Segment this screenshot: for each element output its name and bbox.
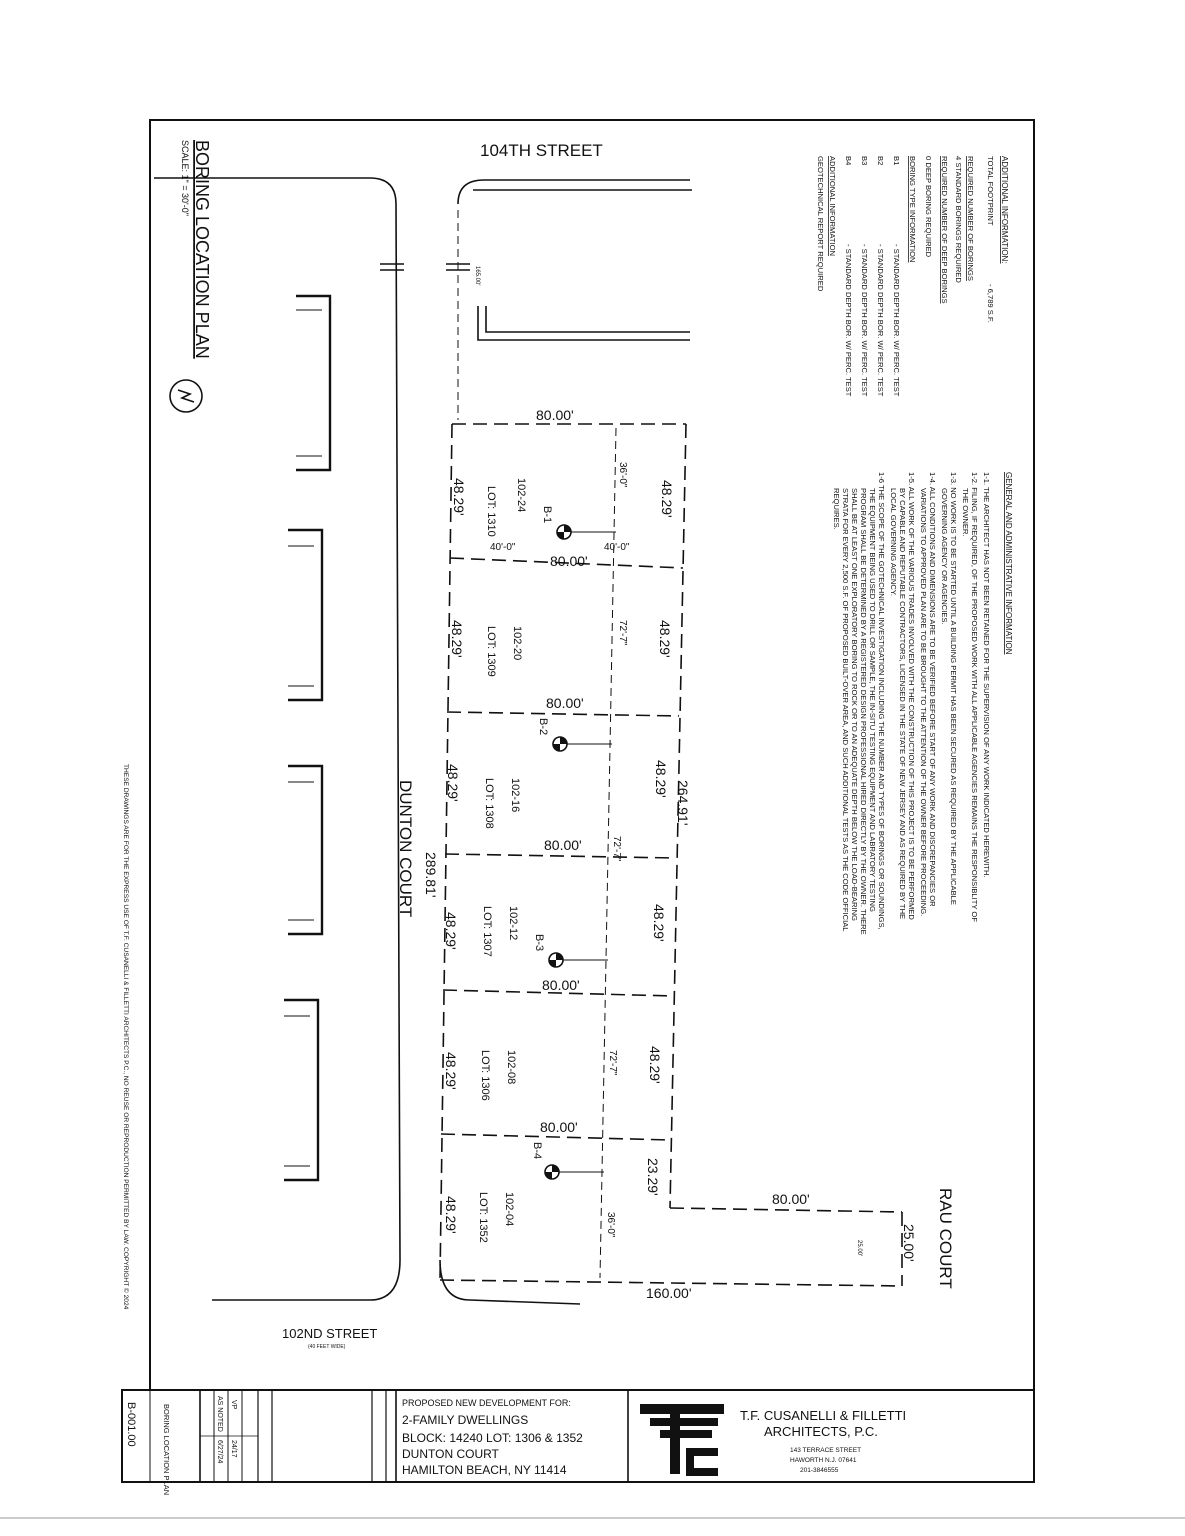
general-note-line: GOVERNING AGENCY OR AGENCIES.: [940, 488, 949, 625]
street-label-rau: RAU COURT: [936, 1188, 955, 1289]
drawing-scale: AS NOTED: [216, 1396, 223, 1432]
b1-offset-b: 40'-0": [604, 542, 630, 553]
block-label: BLOCK: 14240 LOT: 1306 & 1352: [402, 1431, 583, 1445]
lot-number: 102-16: [509, 778, 521, 813]
additional2-heading: ADDITIONAL INFORMATION: [828, 156, 837, 256]
lot-id: LOT: 1306: [479, 1050, 491, 1101]
lot-depth-label: 80.00': [540, 1119, 578, 1135]
city-address: HAMILTON BEACH, NY 11414: [402, 1463, 567, 1477]
lot-depth-label: 80.00': [544, 837, 582, 853]
spacing-dim: 72'-7": [617, 620, 628, 646]
rear-dim: 48.29': [651, 904, 667, 942]
drawn-by: VP: [230, 1400, 237, 1410]
general-note-line: 1-1. THE ARCHITECT HAS NOT BEEN RETAINED FOR THE SUPERVISION OF ANY WORK INDICATED HEREWITH.: [982, 472, 991, 878]
boring-label-b4: B-4: [531, 1142, 543, 1160]
general-note-line: SHALL BE AT LEAST ONE EXPLORATORY BORING TO ROCK OR TO AN ADEQUATE DEPTH BELOW THE LOAD-BEARING: [850, 488, 859, 921]
type-text: - STANDARD DEPTH BOR. W/ PERC. TEST: [892, 244, 901, 397]
street-outlines: [154, 178, 692, 1304]
front-dim: 48.29': [443, 912, 459, 950]
general-note-line: 1-2. FILING, IF REQUIRED, OF THE PROPOSED WORK WITH ALL APPLICABLE AGENCIES REMAINS THE RESPONSIBLITY OF: [970, 472, 979, 922]
lot-number: 102-08: [505, 1050, 517, 1085]
street-note-102nd: (40 FEET WIDE): [308, 1344, 346, 1350]
firm-address-1: 143 TERRACE STREET: [790, 1447, 862, 1454]
type-heading: BORING TYPE INFORMATION: [908, 156, 917, 263]
front-dim: 48.29': [451, 478, 467, 516]
general-note-line: 1-4. ALL CONDITIONS AND DIMENSIONS ARE TO BE VERIFIED BEFORE START OF ANY WORK AND DISCREPANCIES OR: [928, 472, 937, 907]
spacing-dim: 36'-0": [605, 1212, 616, 1238]
general-note-line: STRATA FOR EVERY 2,500 S.F. OF PROPOSED BUILT-OVER AREA, AND SUCH ADDITIONAL TESTS AS THE CODE OFFICIAL: [841, 488, 850, 932]
footprint-value: - 6,789 S.F.: [986, 284, 995, 323]
rau-depth-label: 80.00': [772, 1191, 810, 1207]
boring-b3: [549, 953, 608, 967]
front-dim: 48.29': [443, 1196, 459, 1234]
general-note-line: 1-5. ALL WORK OF THE VARIOUS TRADES INVOLVED WITH THE CONSTRUCTION OF THIS PROJECT IS TO BE PERFORMED: [907, 472, 916, 920]
type-text: - STANDARD DEPTH BOR. W/ PERC. TEST: [844, 244, 853, 397]
general-notes-heading: GENERAL AND ADMINISTRATIVE INFORMATION: [1004, 472, 1013, 655]
title-block: [122, 1390, 1034, 1495]
plan-title: BORING LOCATION PLAN: [192, 140, 212, 359]
front-total-dim: 289.81': [423, 852, 439, 898]
firm-name-1: T.F. CUSANELLI & FILLETTI: [740, 1408, 907, 1423]
rear-dim: 48.29': [657, 620, 673, 658]
boring-labels: [531, 506, 553, 1159]
general-note-line: PROGRAM SHALL BE DETERMINED BY A REGISTERED DESIGN PROFESSIONAL HIRED DIRECTLY BY THE OWNER. THERE: [859, 488, 868, 935]
lot-id: LOT: 1309: [485, 626, 497, 677]
req-borings-text: 4 STANDARD BORINGS REQUIRED: [954, 156, 963, 283]
existing-houses: [284, 296, 330, 1180]
boring-b4: [545, 1165, 604, 1179]
lot-number: 102-12: [507, 906, 519, 941]
drawing-date: 6/27/24: [216, 1440, 223, 1464]
type-text: - STANDARD DEPTH BOR. W/ PERC. TEST: [860, 244, 869, 397]
boring-label-b2: B-2: [537, 718, 549, 736]
general-note-line: THE OWNER.: [961, 488, 970, 537]
type-id: B2: [876, 156, 885, 166]
front-dim: 48.29': [443, 1052, 459, 1090]
boring-label-b1: B-1: [541, 506, 553, 524]
rear-dim: 48.29': [647, 1046, 663, 1084]
boring-b2: [553, 737, 612, 751]
req-deep-heading: REQUIRED NUMBER OF DEEP BORINGS: [940, 156, 949, 304]
spacing-dim: 72'-7": [611, 836, 622, 862]
general-note-line: VARIATIONS TO APPROVED PLAN ARE TO BE BROUGHT TO THE ATTENTION OF THE OWNER BEFORE PROCEEDING.: [919, 488, 928, 917]
rau-small-dim: 25.00': [856, 1240, 862, 1257]
dwg-title: BORING LOCATION PLAN: [162, 1404, 171, 1496]
general-note-line: REQUIRES.: [832, 488, 841, 530]
firm-logo-icon: [640, 1404, 724, 1476]
street-label-102nd: 102ND STREET: [282, 1326, 378, 1341]
street-offset-dim: 165.00': [474, 266, 480, 286]
lot-number: 102-20: [511, 626, 523, 661]
lot-depth-label: 80.00': [550, 553, 588, 569]
rear-total-dim: 264.91': [675, 780, 691, 826]
general-note-line: 1-3. NO WORK IS TO BE STARTED UNTIL A BUILDING PERMIT HAS BEEN SECURED AS REQUIRED BY THE APPLICABLE: [949, 472, 958, 905]
rear-dim: 48.29': [653, 760, 669, 798]
lot-number: 102-04: [503, 1192, 515, 1227]
front-dim: 48.29': [449, 620, 465, 658]
lot-labels: [477, 478, 527, 1243]
general-note-line: BY CAPABLE AND REPUTABLE CONTRACTORS, LICENSED IN THE STATE OF NEW JERSEY AND AS REQUIRED BY THE: [898, 488, 907, 920]
general-note-line: 1-6 THE SCOPE OF THE GOTECHNICAL INVESTIGATION INCLUDING THE NUMBER AND TYPES OF BORINGS OR SOUNDINGS,: [877, 472, 886, 930]
proposed-label: PROPOSED NEW DEVELOPMENT FOR:: [402, 1398, 571, 1408]
type-id: B4: [844, 156, 853, 166]
type-id: B1: [892, 156, 901, 166]
lot-depth-label: 80.00': [542, 977, 580, 993]
existing-house-thin-lines: [284, 310, 322, 1166]
firm-address-2: HAWORTH N.J. 07641: [790, 1457, 857, 1464]
boring-label-b3: B-3: [533, 934, 545, 952]
additional2-text: GEOTECHNICAL REPORT REQUIRED: [816, 156, 825, 292]
street-address: DUNTON COURT: [402, 1447, 499, 1461]
lot-id: LOT: 1307: [481, 906, 493, 957]
dwg-number: B-001.00: [125, 1402, 137, 1447]
lot-id: LOT: 1310: [485, 486, 497, 537]
additional-heading: ADDITIONAL INFORMATION:: [1000, 156, 1009, 264]
spacing-dim: 36'-0": [617, 462, 628, 488]
b1-offset-a: 40'-0": [490, 542, 516, 553]
rear-dim: 23.29': [645, 1158, 661, 1196]
firm-phone: 201-3846555: [800, 1467, 839, 1474]
req-borings-heading: REQUIRED NUMBER OF BORINGS: [966, 156, 975, 281]
site-boundary: [440, 424, 902, 1286]
boring-b1: [557, 525, 616, 539]
additional-notes: [816, 156, 1009, 397]
req-deep-text: 0 DEEP BORING REQUIRED: [924, 156, 933, 258]
street-label-104th: 104TH STREET: [480, 141, 603, 160]
spacing-dim: 72'-7": [607, 1050, 618, 1076]
general-note-line: THE EQUIPMENT BEING USED TO DRILL OR SAMPLE, THE IN-SITU TESTING EQUIPMENT AND LABRATORY TESTING: [868, 488, 877, 912]
lot-depth-label: 80.00': [536, 407, 574, 423]
job-number: 24/17: [230, 1440, 237, 1458]
lot-id: LOT: 1308: [483, 778, 495, 829]
rear-dim: 48.29': [659, 480, 675, 518]
rau-width-dim: 25.00': [901, 1224, 917, 1262]
total-depth-label: 160.00': [646, 1285, 692, 1301]
type-text: - STANDARD DEPTH BOR. W/ PERC. TEST: [876, 244, 885, 397]
general-note-line: LOCAL GOVERNING AGENCY.: [889, 488, 898, 597]
copyright-disclaimer: THESE DRAWINGS ARE FOR THE EXPRESS USE OF T.F. CUSANELLI & FILLETTI ARCHITECTS P.C., NO REUSE OR REPRODUCTION PERMITTED BY LAW. COPYRIGHT © 2024: [122, 764, 129, 1310]
firm-name-2: ARCHITECTS, P.C.: [764, 1424, 878, 1439]
general-notes: [832, 472, 1013, 935]
lot-depth-label: 80.00': [546, 695, 584, 711]
lot-id: LOT: 1352: [477, 1192, 489, 1243]
front-dim: 48.29': [445, 764, 461, 802]
north-arrow-icon: [170, 380, 202, 412]
project-label: 2-FAMILY DWELLINGS: [402, 1413, 529, 1427]
street-label-dunton: DUNTON COURT: [396, 780, 415, 918]
footprint-label: TOTAL FOOTPRINT: [986, 156, 995, 226]
plan-scale: SCALE: 1" = 30'-0": [180, 140, 190, 216]
lot-number: 102-24: [515, 478, 527, 513]
type-id: B3: [860, 156, 869, 166]
